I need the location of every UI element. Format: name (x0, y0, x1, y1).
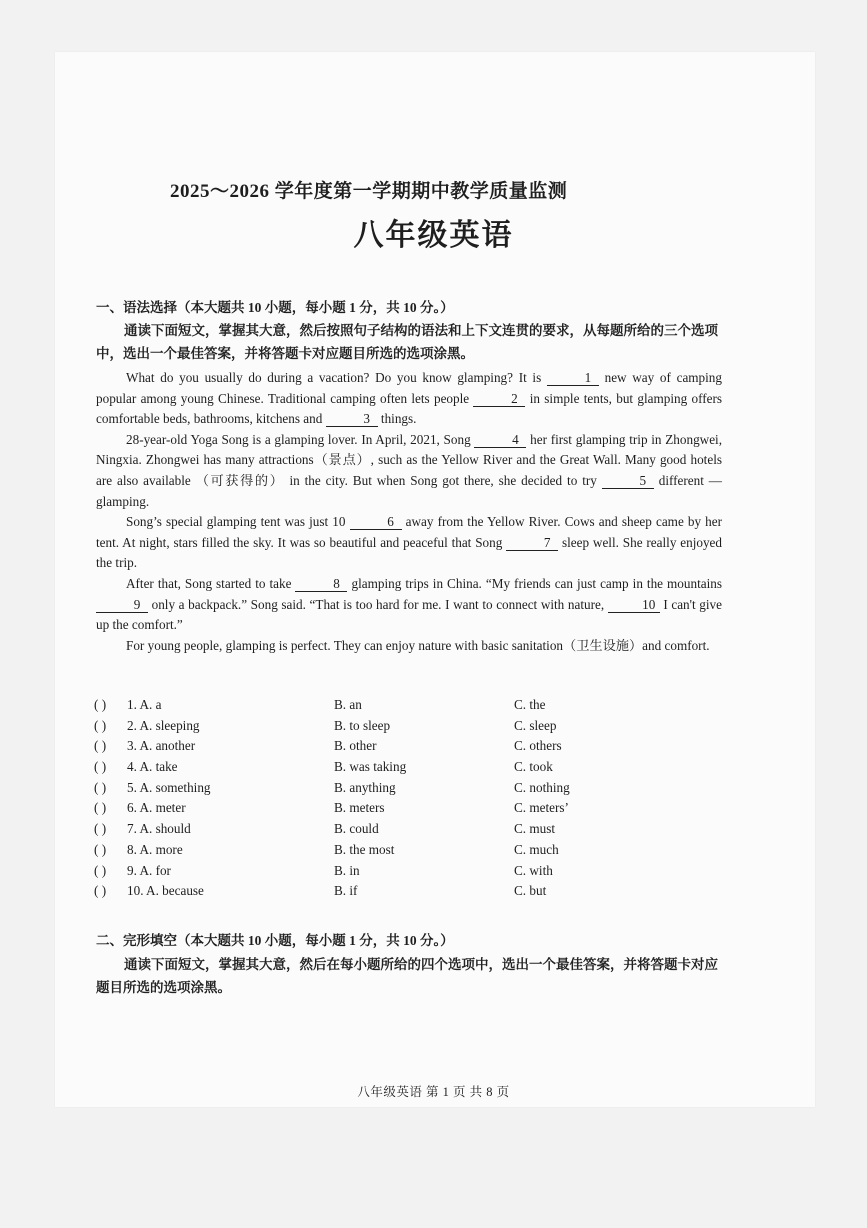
option-a: 2. A. sleeping (127, 717, 200, 733)
exam-subtitle: 2025～2026 学年度第一学期期中教学质量监测 (170, 181, 568, 202)
passage-text: things. (380, 411, 417, 427)
blank-6: 6 (350, 515, 402, 530)
option-c: C. took (514, 759, 553, 775)
passage-text: What do you usually do during a vacation? Do you know glamping? It is (126, 370, 542, 385)
passage-paragraph-4 (96, 574, 722, 636)
passage-text: glamping trips in China. “My friends can just camp in the mountains (351, 575, 722, 591)
question-row (94, 759, 734, 780)
option-b: B. an (334, 697, 362, 712)
section1-instruction: 通读下面短文，掌握其大意，然后按照句子结构的语法和上下文连贯的要求，从每题所给的三个选项中，选出一个最佳答案，并将答题卡对应题目所选的选项涂黑。 (96, 323, 718, 361)
question-row (94, 718, 734, 739)
option-b: B. if (334, 883, 358, 899)
answer-parenthesis[interactable]: ( ) (94, 800, 107, 816)
question-row (94, 697, 734, 718)
option-b: B. other (334, 738, 377, 754)
option-b: B. could (334, 821, 379, 837)
question-list (94, 697, 734, 904)
option-c: C. others (514, 738, 562, 754)
passage-text: 28-year-old Yoga Song is a glamping lover. In April, 2021, Song (126, 431, 471, 447)
question-row (94, 800, 734, 821)
passage-text: away from the Yellow River. Cows and sheep came by her tent. At night, stars filled the sky. It was so beautiful and peaceful that Song (96, 514, 723, 550)
option-c: C. with (514, 862, 553, 878)
blank-7: 7 (506, 536, 558, 551)
option-a: 8. A. more (127, 841, 183, 857)
option-c: C. but (514, 883, 547, 899)
option-a: 9. A. for (127, 862, 171, 878)
section1-heading: 一、语法选择（本大题共 10 小题，每小题 1 分，共 10 分。） (96, 300, 454, 315)
option-c: C. sleep (514, 717, 557, 733)
answer-parenthesis[interactable]: ( ) (94, 841, 107, 857)
option-a: 6. A. meter (127, 800, 186, 816)
option-a: 10. A. because (127, 883, 204, 899)
question-row (94, 883, 734, 904)
option-c: C. the (514, 697, 546, 712)
passage-text: I can't give up the comfort.” (96, 596, 722, 633)
passage-paragraph-2 (96, 430, 722, 512)
option-b: B. anything (334, 779, 396, 795)
option-c: C. meters’ (514, 800, 569, 816)
section2-heading: 二、完形填空（本大题共 10 小题，每小题 1 分，共 10 分。） (96, 933, 454, 948)
passage-text: her first glamping trip in Zhongwei, Ningxia. Zhongwei has many attractions（景点）, such as the Yellow River and the Great Wall. Many good hotels are also available （可获得的） in the city. But when Song got there, she decided to try (96, 431, 723, 488)
passage-text: After that, Song started to take (126, 575, 292, 591)
option-c: C. nothing (514, 779, 570, 795)
blank-9: 9 (96, 598, 148, 613)
passage-text: only a backpack.” Song said. “That is too hard for me. I want to connect with nature, (151, 596, 605, 612)
passage-paragraph-5: For young people, glamping is perfect. They can enjoy nature with basic sanitation（卫生设施）and comfort. (126, 637, 710, 653)
passage-paragraph-1 (96, 368, 722, 430)
option-c: C. must (514, 821, 556, 837)
option-b: B. the most (334, 841, 395, 857)
option-a: 7. A. should (127, 821, 191, 837)
answer-parenthesis[interactable]: ( ) (94, 862, 107, 878)
option-b: B. to sleep (334, 717, 391, 733)
option-b: B. was taking (334, 759, 407, 775)
option-b: B. in (334, 862, 360, 878)
option-a: 4. A. take (127, 759, 178, 775)
option-c: C. much (514, 841, 559, 857)
passage-text: different — glamping. (96, 472, 722, 509)
answer-parenthesis[interactable]: ( ) (94, 779, 107, 795)
passage-text: new way of camping popular among young Chinese. Traditional camping often lets people (96, 370, 722, 406)
option-a: 1. A. a (127, 697, 162, 712)
question-row (94, 780, 734, 801)
answer-parenthesis[interactable]: ( ) (94, 697, 107, 712)
option-b: B. meters (334, 800, 385, 816)
question-row (94, 738, 734, 759)
blank-4: 4 (474, 433, 526, 448)
reading-passage (96, 368, 722, 656)
passage-text: in simple tents, but glamping offers comfortable beds, bathrooms, kitchens and (96, 390, 723, 427)
blank-5: 5 (602, 474, 654, 489)
question-row (94, 863, 734, 884)
blank-3: 3 (326, 412, 378, 427)
answer-parenthesis[interactable]: ( ) (94, 759, 107, 775)
answer-parenthesis[interactable]: ( ) (94, 821, 107, 837)
option-a: 5. A. something (127, 779, 211, 795)
question-row (94, 842, 734, 863)
page-footer: 八年级英语 第 1 页 共 8 页 (357, 1085, 510, 1099)
passage-text: sleep well. She really enjoyed the trip. (96, 534, 723, 571)
question-row (94, 821, 734, 842)
blank-10: 10 (608, 598, 660, 613)
answer-parenthesis[interactable]: ( ) (94, 717, 107, 733)
section2-instruction: 通读下面短文，掌握其大意，然后在每小题所给的四个选项中，选出一个最佳答案，并将答题卡对应题目所选的选项涂黑。 (96, 957, 718, 995)
blank-1: 1 (547, 371, 599, 386)
passage-text: Song’s special glamping tent was just 10 (126, 514, 346, 530)
option-a: 3. A. another (127, 738, 196, 754)
answer-parenthesis[interactable]: ( ) (94, 883, 107, 899)
answer-parenthesis[interactable]: ( ) (94, 738, 107, 754)
exam-title: 八年级英语 (353, 219, 514, 252)
passage-paragraph-3 (96, 512, 722, 574)
blank-8: 8 (295, 577, 347, 592)
blank-2: 2 (473, 392, 525, 407)
